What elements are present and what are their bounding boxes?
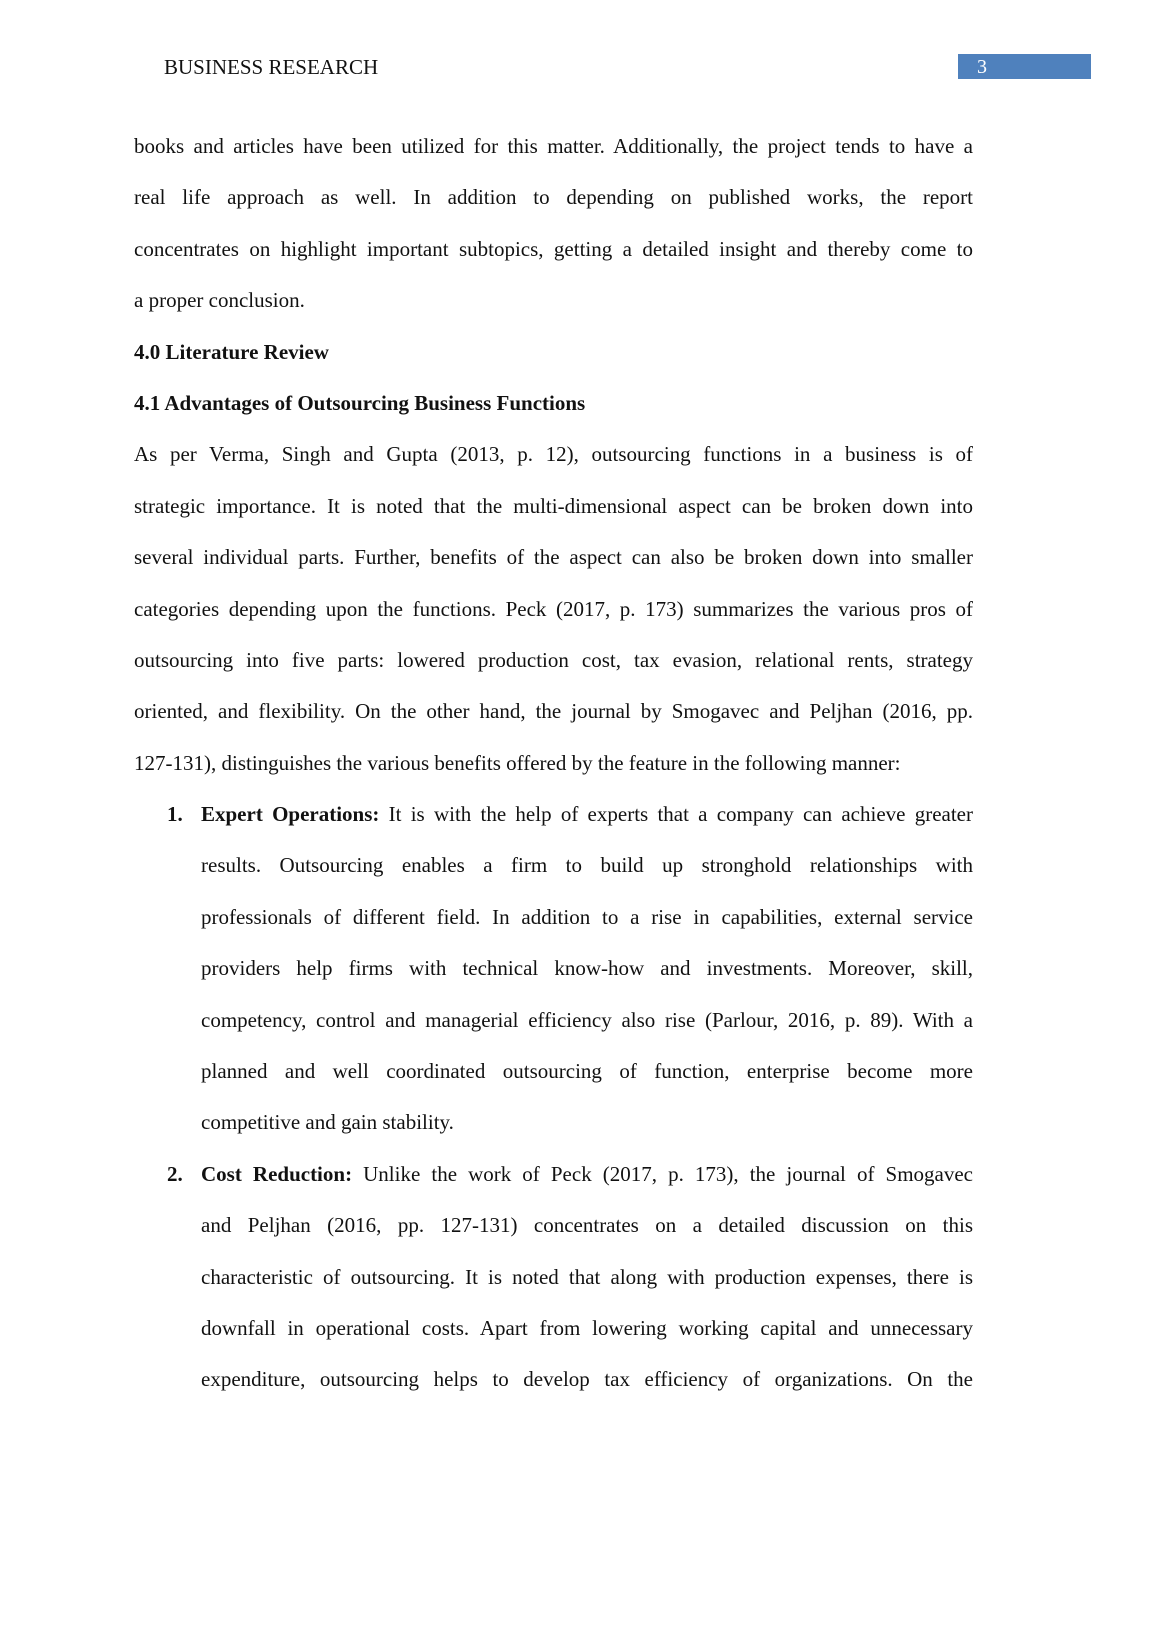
text-line: As per Verma, Singh and Gupta (2013, p. 12), outsourcing functions in a business is of: [134, 442, 973, 467]
text-line: competency, control and managerial efficiency also rise (Parlour, 2016, p. 89). With a: [201, 1007, 973, 1032]
text-line: results. Outsourcing enables a firm to build up stronghold relationships with: [201, 853, 973, 878]
text-line: outsourcing into five parts: lowered production cost, tax evasion, relational rents, strategy: [134, 647, 973, 672]
text-line: characteristic of outsourcing. It is noted that along with production expenses, there is: [201, 1264, 973, 1289]
text-line: 127-131), distinguishes the various benefits offered by the feature in the following manner:: [134, 750, 901, 775]
text-line: real life approach as well. In addition to depending on published works, the report: [134, 185, 973, 210]
list-item-expert-operations: [134, 789, 973, 1149]
list-number: 1.: [167, 802, 183, 827]
list-item-lead: Cost Reduction:: [201, 1161, 353, 1186]
text-line: a proper conclusion.: [134, 288, 305, 313]
text-line: concentrates on highlight important subtopics, getting a detailed insight and thereby come to: [134, 236, 973, 261]
text-line: expenditure, outsourcing helps to develop tax efficiency of organizations. On the: [201, 1367, 973, 1392]
text-line: and Peljhan (2016, pp. 127-131) concentrates on a detailed discussion on this: [201, 1213, 973, 1238]
list-item-cost-reduction: [134, 1149, 973, 1406]
text-line: strategic importance. It is noted that the multi-dimensional aspect can be broken down into: [134, 493, 973, 518]
page-number: 3: [977, 56, 987, 78]
page-number-box: [958, 54, 1091, 79]
text-line: several individual parts. Further, benefits of the aspect can also be broken down into smaller: [134, 545, 973, 570]
list-item-lead: Expert Operations:: [201, 802, 380, 827]
text-span: It is with the help of experts that a company can achieve greater: [379, 802, 973, 827]
section-heading: 4.0 Literature Review: [134, 339, 329, 364]
intro-paragraph: [134, 121, 973, 327]
text-line: providers help firms with technical know-how and investments. Moreover, skill,: [201, 956, 973, 981]
text-line: competitive and gain stability.: [201, 1110, 454, 1135]
text-line: books and articles have been utilized for this matter. Additionally, the project tends to have a: [134, 134, 973, 158]
body-paragraph: [134, 429, 973, 789]
text-line: categories depending upon the functions. Peck (2017, p. 173) summarizes the various pros of: [134, 596, 973, 621]
running-head: BUSINESS RESEARCH: [164, 55, 379, 79]
text-line: downfall in operational costs. Apart from lowering working capital and unnecessary: [201, 1315, 973, 1340]
text-line: professionals of different field. In addition to a rise in capabilities, external service: [201, 904, 973, 929]
text-line: [201, 789, 973, 840]
list-number: 2.: [167, 1161, 183, 1186]
document-body: [134, 121, 973, 1406]
text-line: planned and well coordinated outsourcing of function, enterprise become more: [201, 1059, 973, 1084]
text-line: [201, 1149, 973, 1200]
subsection-heading: 4.1 Advantages of Outsourcing Business Functions: [134, 390, 586, 415]
text-line: oriented, and flexibility. On the other hand, the journal by Smogavec and Peljhan (2016, pp.: [134, 699, 973, 724]
text-span: Unlike the work of Peck (2017, p. 173), the journal of Smogavec: [352, 1161, 973, 1186]
